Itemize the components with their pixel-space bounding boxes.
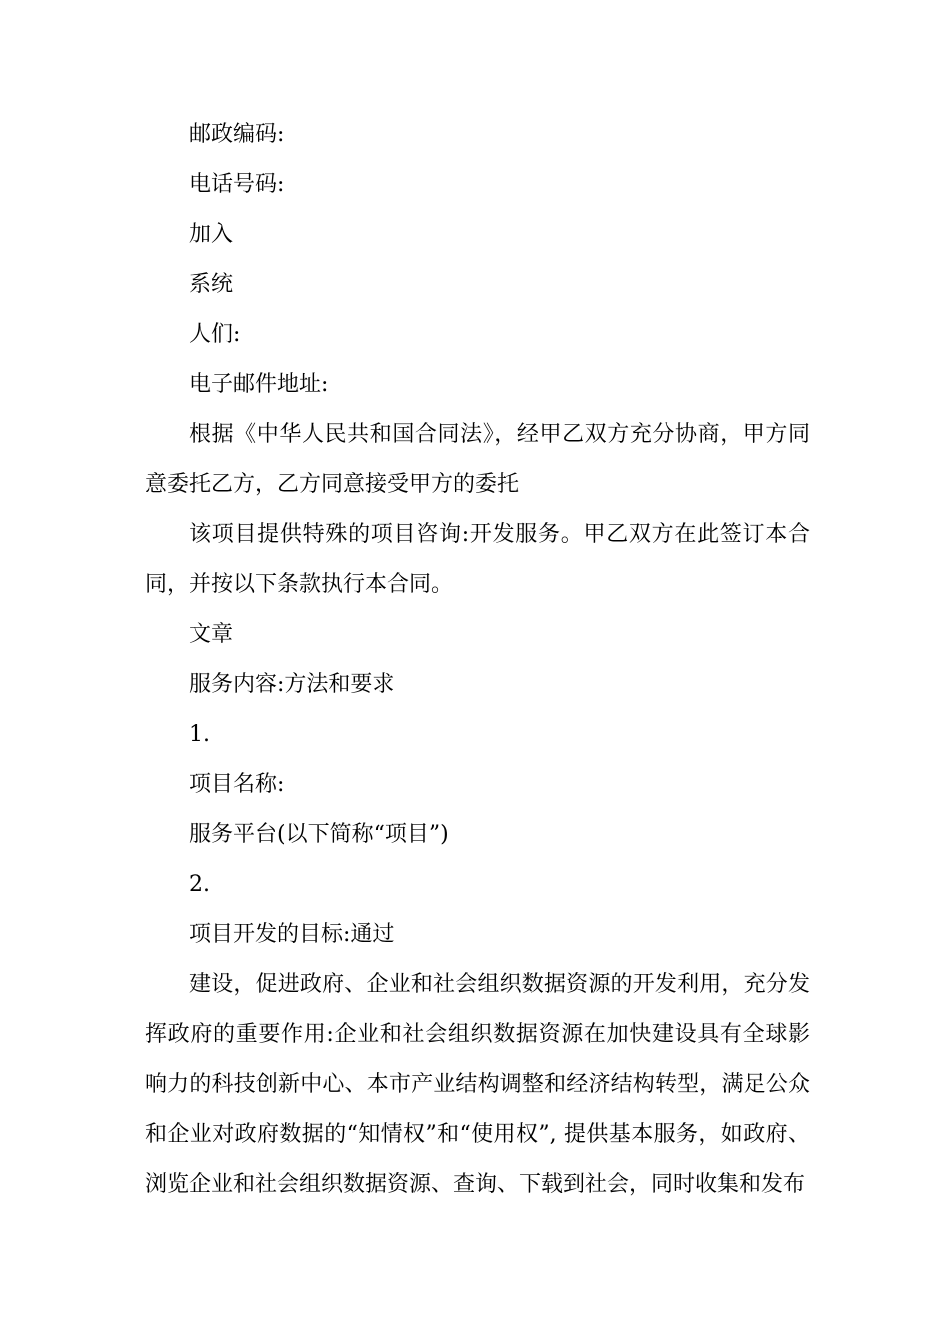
project-service-paragraph: 该项目提供特殊的项目咨询:开发服务。甲乙双方在此签订本合同，并按以下条款执行本合同。 [145, 522, 810, 597]
project-goal-label: 项目开发的目标:通过 [189, 922, 395, 947]
phone-number-label: 电话号码: [189, 172, 285, 197]
service-content-heading: 服务内容:方法和要求 [189, 672, 395, 697]
item-number-2: 2. [189, 872, 210, 897]
contract-basis-paragraph: 根据《中华人民共和国合同法》，经甲乙双方充分协商，甲方同意委托乙方，乙方同意接受甲方的委托 [145, 422, 810, 497]
system-line: 系统 [189, 272, 234, 297]
project-name-label: 项目名称: [189, 772, 285, 797]
email-address-label: 电子邮件地址: [189, 372, 329, 397]
service-platform-line: 服务平台(以下简称“项目”) [189, 822, 449, 847]
document-body [145, 110, 810, 1210]
project-goal-paragraph: 建设，促进政府、企业和社会组织数据资源的开发利用，充分发挥政府的重要作用:企业和社会组织数据资源在加快建设具有全球影响力的科技创新中心、本市产业结构调整和经济结构转型，满足公众和企业对政府数据的“知情权”和“使用权”, 提供基本服务，如政府、浏览企业和社会组织数据资源、查询、下载到社会，同时收集和发布 [145, 972, 810, 1197]
article-heading: 文章 [189, 622, 234, 647]
join-line: 加入 [189, 222, 234, 247]
postal-code-label: 邮政编码: [189, 122, 285, 147]
item-number-1: 1. [189, 722, 210, 747]
people-label: 人们: [189, 322, 241, 347]
